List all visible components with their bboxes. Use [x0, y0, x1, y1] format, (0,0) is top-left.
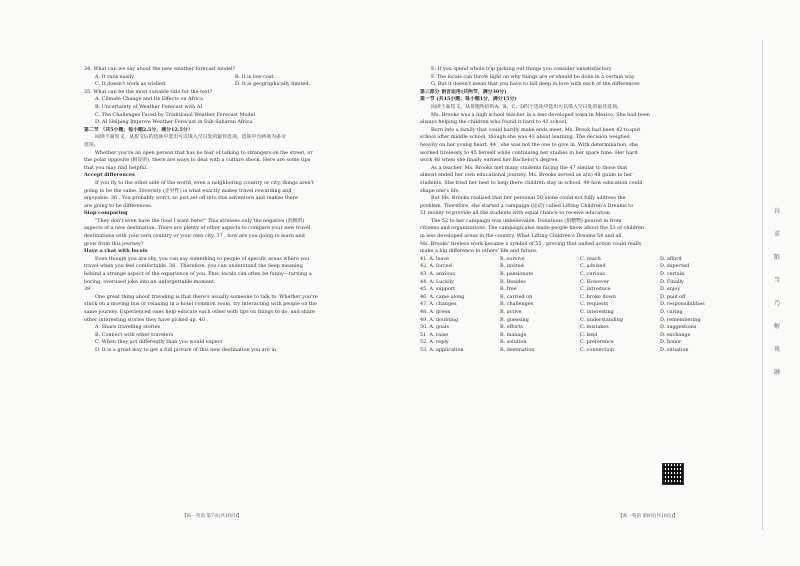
- qr-code-icon: [662, 463, 684, 485]
- answer-option: B. manage: [500, 331, 527, 338]
- text-line: 阅读下面短文，从短文后的选项中选出可以填入空白处的最佳选项。选项中有两项为多余: [95, 134, 286, 141]
- text-line: make a big difference to others' life and future.: [420, 248, 538, 255]
- text-line: are going to be differences.: [84, 202, 153, 209]
- answer-option: B. solution: [500, 339, 527, 346]
- text-line: F. The locals can throw light on why things are or should be done in a certain way: [431, 73, 635, 80]
- binding-divider: [762, 40, 763, 530]
- answer-option: 45. A. support: [420, 286, 456, 293]
- answer-option: D. afford: [660, 255, 682, 262]
- answer-option: 52. A. reply: [420, 339, 449, 346]
- margin-char: 谷: [773, 208, 780, 215]
- left-column: [84, 66, 378, 355]
- answer-option: B. invited: [500, 263, 524, 270]
- answer-option: C. understanding: [580, 316, 623, 323]
- text-line: If you fly to the other side of the world, even a neighboring country or city, things aren't: [95, 179, 314, 186]
- answer-option: D. remembering: [660, 316, 701, 323]
- text-line: always helping the children who found it hard to 41 school.: [420, 119, 568, 126]
- answer-option: B. survive: [500, 255, 525, 262]
- text-line: 35. What can be the most suitable title for the text?: [84, 88, 213, 95]
- left-page-footer: 【高一英语 第7页(共10页)】: [182, 514, 242, 519]
- text-line: Ms. Brooks was a high school teacher in a less developed town in Mexico. She had been: [431, 111, 650, 118]
- answer-option: C. connection: [580, 346, 614, 353]
- text-line: almost ended her own educational journey. Ms. Brooks served as a(n) 48 guide to her: [420, 172, 633, 179]
- answer-option: C. advised: [580, 263, 606, 270]
- text-line: behind a strange aspect of the experience of you. Plus, locals can often be funny—turning a: [84, 271, 312, 278]
- text-line: Born into a family that could hardly make ends meet, Ms. Brook had been 42 to quit: [431, 126, 641, 133]
- text-line: going to be the same. Diversity (差异性) is what exactly makes travel rewarding and: [84, 187, 292, 194]
- text-line: school after middle school, though she was 43 about learning. The decision weighed: [420, 134, 630, 141]
- answer-option: 51. A. raise: [420, 331, 449, 338]
- text-line: Whether you're an open person that has no fear of talking to strangers on the street, or: [95, 149, 313, 156]
- answer-option: B. efforts: [500, 324, 523, 331]
- answer-option: B. Besides: [500, 278, 526, 285]
- margin-char: 乃: [773, 300, 780, 307]
- answer-option: D. expected: [660, 263, 690, 270]
- text-line: 第三部分 语言运用(共两节，满分30分): [420, 88, 507, 95]
- answer-option: B. passionate: [500, 271, 534, 278]
- text-line: citizens and organizations. The campaign also made people know about the 53 of children: [420, 225, 645, 232]
- text-line: in less developed areas in the country. What Lifting Children's Dreams 54 and all: [420, 233, 622, 240]
- answer-option: 44. A. Luckily: [420, 278, 454, 285]
- answer-option: 48. A. green: [420, 309, 451, 315]
- text-line: heavily on her young heart. 44 , she was not the one to give in. With determination, she: [420, 141, 638, 148]
- text-line: the polar opposite (相反的), there are ways to deal with a culture shock. Here are some tips: [84, 157, 311, 164]
- text-line: G. But it doesn't mean that you have to fall deep in love with each of the differences: [431, 81, 640, 88]
- answer-option: D. certain: [660, 271, 685, 278]
- margin-char: 限: [773, 254, 780, 261]
- text-line: 阅读下面短文，从每题所给的A、B、C、D四个选项中选出可以填入空白处的最佳选项。: [431, 103, 622, 110]
- answer-option: C. introduce: [580, 286, 611, 293]
- answer-option: D. exchange: [660, 331, 691, 338]
- text-line: 51 money to provide all the students with equal chance to receive education.: [420, 210, 612, 217]
- text-line: destinations with your own country or your own city. 37 , how are you going to learn and: [84, 233, 305, 240]
- text-line: that you may find helpful.: [84, 164, 148, 171]
- text-line: Even though you are shy, you can say something to people of specific areas where you: [95, 255, 310, 262]
- text-line: 第二节 （共5小题；每小题2.5分，满分12.5分）: [84, 126, 193, 133]
- text-line: A. Climate Change and Its Effects on Africa: [95, 96, 203, 103]
- answer-option: C. reach: [580, 255, 601, 262]
- text-line: work 46 when she finally earned her Bachelor's degree.: [420, 157, 559, 164]
- text-line: "They don't even have the food I want here!" This stresses only the negative (消极的): [95, 217, 305, 224]
- answer-option: B. carried on: [500, 293, 533, 300]
- answer-option: 41. A. leave: [420, 255, 450, 262]
- text-line: D. It is a great way to get a full picture of this new destination you are in: [95, 346, 277, 353]
- right-page: [400, 0, 800, 566]
- margin-char: 求: [773, 231, 780, 238]
- answer-option: D. paid off: [660, 293, 686, 300]
- answer-option: D. situation: [660, 346, 689, 353]
- text-line: E. If you spend whole trip picking out things you consider unsatisfactory: [431, 66, 612, 72]
- text-line: travel when you feel comfortable. 38 . Therefore, you can understand the deep meaning: [84, 263, 303, 270]
- option-b: D. It is geographically limited.: [235, 81, 311, 88]
- answer-option: B. destination: [500, 346, 535, 353]
- answer-option: 50. A. goals: [420, 324, 450, 331]
- text-line: worked tirelessly to 45 herself while continuing her studies in her spare time. Her hard: [420, 149, 638, 156]
- answer-option: C. broke down: [580, 293, 616, 300]
- answer-option: C. However: [580, 278, 609, 285]
- text-line: aspects of a new destination. There are plenty of other aspects to compare your new travel: [84, 225, 311, 232]
- answer-option: C. curious: [580, 271, 606, 278]
- text-line: [84, 81, 378, 89]
- answer-option: C. mistakes: [580, 324, 609, 331]
- text-line: C. The Challenges Faced by Traditional Weather Forecast Model: [95, 111, 256, 118]
- text-line: [84, 74, 378, 82]
- text-line: A. Share travelling stories: [95, 324, 160, 331]
- answer-option: D. responsibilities: [660, 301, 705, 308]
- text-line: 39: [84, 286, 91, 293]
- margin-char: 当: [773, 277, 780, 284]
- text-line: Accept differences: [84, 172, 135, 179]
- answer-option: 49. A. doubting: [420, 316, 459, 323]
- text-line: 第一节 (共15小题；每小题1分，满分15分): [420, 96, 517, 103]
- margin-char: 融: [773, 369, 780, 376]
- text-line: 34. What can we say about the new weather forecast model?: [84, 66, 236, 72]
- text-line: problem. Therefore, she started a campaign (运动) called Lifting Children's Dreams to: [420, 202, 634, 209]
- answer-option: 46. A. came along: [420, 293, 465, 300]
- text-line: Ms. Brooks' tireless work became a symbol of 55 , proving that united action could really: [420, 240, 642, 247]
- answer-option: B. guessing: [500, 316, 529, 323]
- answer-option: B. free: [500, 286, 517, 293]
- answer-option: D. suggestions: [660, 324, 697, 331]
- margin-char: 谈: [773, 346, 780, 353]
- option-b: B. It is low-cost.: [235, 73, 275, 80]
- answer-option: C. interesting: [580, 309, 614, 315]
- option-a: C. It doesn't work as wished.: [95, 81, 167, 88]
- text-line: D. AI Helping Improve Weather Forecast in Sub-Saharan Africa: [95, 119, 253, 126]
- answer-option: 43. A. anxious: [420, 271, 455, 278]
- answer-option: 42. A. forced: [420, 263, 452, 270]
- text-line: Stop comparing: [84, 210, 128, 217]
- binding-margin-notes: [770, 200, 784, 384]
- text-line: shape one's life.: [420, 187, 460, 194]
- answer-option: B. challenges: [500, 301, 534, 308]
- answer-option: C. lend: [580, 331, 598, 338]
- answer-option: 53. A. application: [420, 346, 464, 353]
- text-line: same journey. Experienced ones help educate each other with tips on things to do, and share: [84, 309, 316, 315]
- answer-option: 47. A. changes: [420, 301, 457, 308]
- text-line: As a teacher, Ms. Brooks met many students facing the 47 similar to those that: [431, 164, 628, 171]
- text-line: other interesting stories they have picked up. 40 .: [84, 316, 209, 323]
- text-line: enjoyable. 36 . You probably won't, so just set off into this adventure and realize there: [84, 195, 298, 202]
- text-line: Have a chat with locals: [84, 248, 148, 255]
- text-line: stuck on a moving bus or relaxing in a hotel common room, try interacting with people on the: [84, 301, 317, 308]
- text-line: 选项。: [84, 141, 99, 148]
- text-line: One great thing about traveling is that there's usually someone to talk to. Whether you're: [95, 293, 318, 300]
- text-line: students. She tried her best to help there children stay in school. 49 how education could: [420, 179, 643, 186]
- text-line: grow from this journey?: [84, 240, 144, 247]
- text-line: B. Uncertainty of Weather Forecast with AI: [95, 103, 203, 110]
- answer-option: D. Finally: [660, 278, 684, 285]
- answer-option: D. caring: [660, 309, 683, 315]
- margin-char: 解: [773, 323, 780, 330]
- text-line: B. Connect with other travelers: [95, 331, 174, 338]
- right-column: [420, 66, 760, 355]
- text-line: C. When they act differently than you would expect: [95, 339, 223, 346]
- answer-option: C. preference: [580, 339, 614, 346]
- answer-option: D. honor: [660, 339, 682, 346]
- text-line: The 52 to her campaign was unbelievable. Donations (捐赠物) poured in from: [431, 217, 622, 224]
- text-line: But Ms. Brooks realized that her personal 50 alone could not fully address the: [431, 195, 626, 202]
- right-page-footer: 【高一英语 第8页(共10页)】: [618, 514, 678, 519]
- answer-option: D. enjoy: [660, 286, 681, 293]
- answer-option: B. active: [500, 309, 522, 315]
- option-a: A. It runs easily.: [95, 73, 135, 80]
- answer-option: C. requests: [580, 301, 609, 308]
- answer-options-grid: [420, 256, 760, 355]
- text-line: boring, overused joke into an unforgettable moment.: [84, 278, 216, 285]
